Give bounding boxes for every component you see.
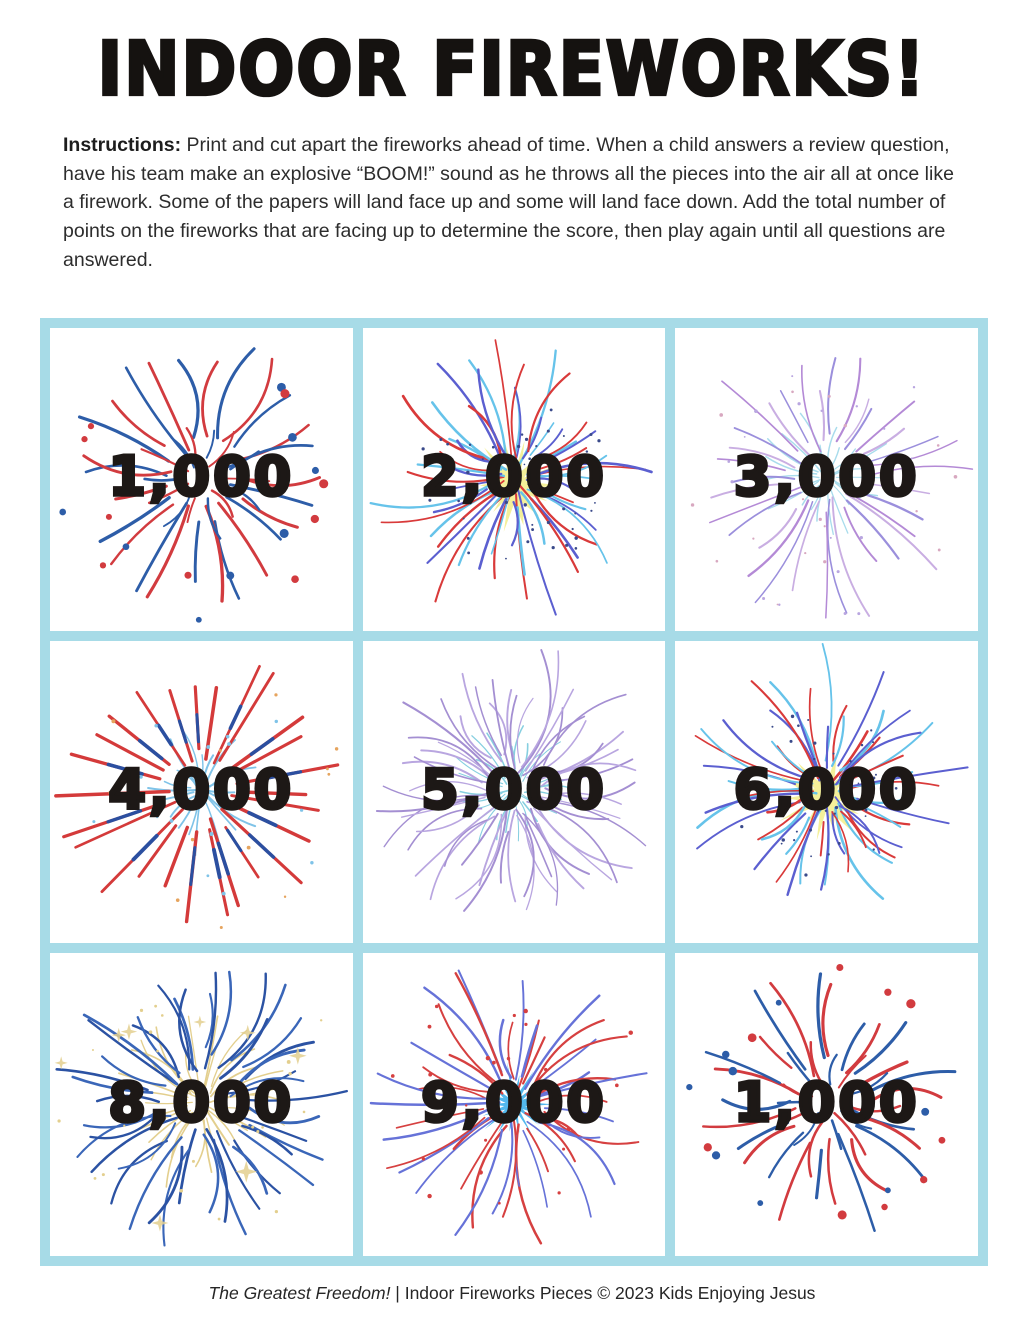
firework-cell [363, 953, 666, 1256]
firework-value: 8,000 [108, 1070, 295, 1134]
firework-cell [50, 641, 353, 944]
firework-value: 6,000 [733, 757, 920, 821]
firework-value: 9,000 [421, 1070, 607, 1134]
firework-value: 4,000 [108, 757, 295, 821]
instructions-label: Instructions: [63, 134, 182, 156]
footer-credit [0, 1283, 1024, 1304]
firework-cell [50, 953, 353, 1256]
firework-cell [363, 641, 666, 944]
firework-cell [363, 328, 666, 631]
firework-value: 2,000 [421, 445, 607, 509]
instructions-text: Print and cut apart the fireworks ahead of time. When a child answers a review question, have his team make an explosive “BOOM!” sound as he throws all the pieces into the air all at once like a firework. Some of the papers will land face up and some will land face down. Add the total number of points on the fireworks that are facing up to determine the score, then play again until all questions are answered. [63, 134, 954, 271]
firework-value: 5,000 [421, 757, 607, 821]
footer-copyright: | Indoor Fireworks Pieces © 2023 Kids Enjoying Jesus [390, 1283, 816, 1303]
firework-value: 3,000 [733, 445, 920, 509]
instructions-paragraph [63, 131, 963, 274]
firework-cell [675, 328, 978, 631]
firework-value: 1,000 [108, 445, 295, 509]
firework-cell [50, 328, 353, 631]
footer-book-title: The Greatest Freedom! [208, 1283, 391, 1303]
firework-cell [675, 953, 978, 1256]
firework-value: 1,000 [733, 1070, 920, 1134]
page-title: INDOOR FIREWORKS! [97, 26, 927, 113]
firework-cell [675, 641, 978, 944]
fireworks-grid [40, 318, 988, 1266]
